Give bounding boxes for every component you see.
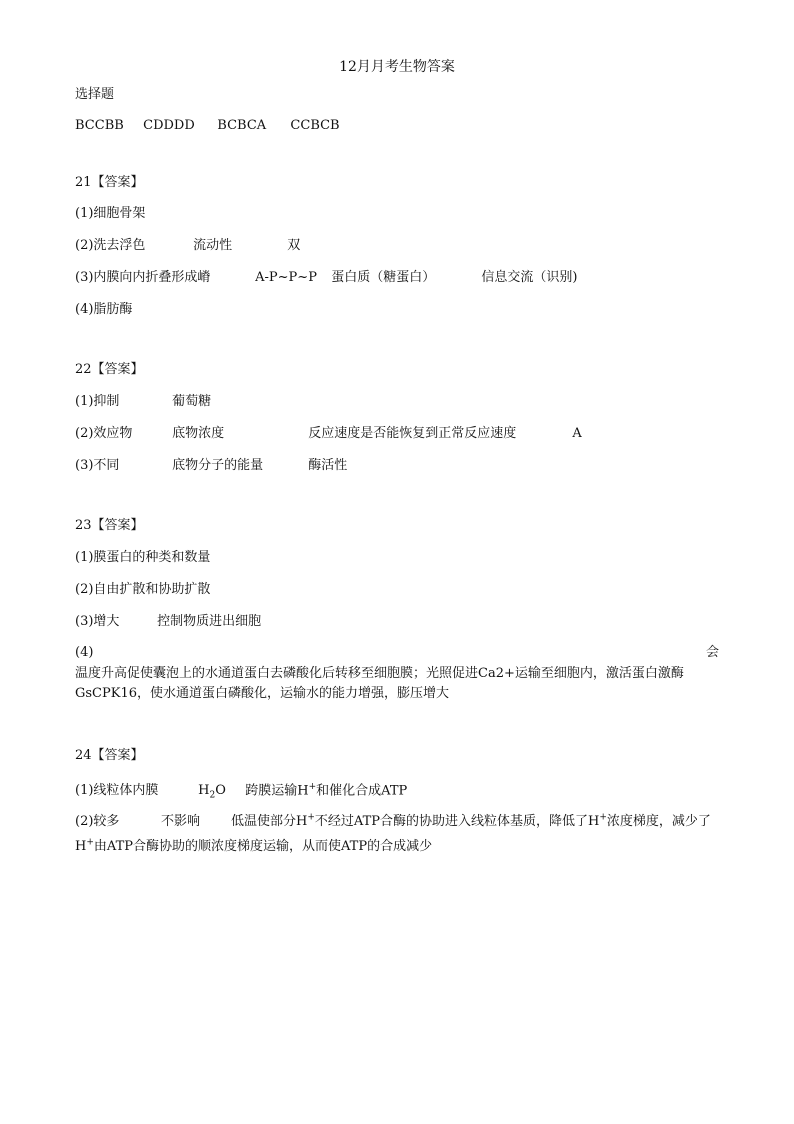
q23-p4-text: 温度升高促使囊泡上的水通道蛋白去磷酸化后转移至细胞膜；光照促进Ca2+运输至细胞内，激活蛋白激酶GsCPK16，使水通道蛋白磷酸化，运输水的能力增强，膨压增大 [75,666,684,701]
q21-p3 [75,269,578,287]
q22-p1-a: (1)抑制 [75,394,120,409]
q21-p4: (4)脂肪酶 [75,302,133,317]
q24-p2-b: 不影响 [161,814,201,830]
q22-p2 [75,425,582,443]
q21-p2 [75,237,300,255]
q22-p1 [75,393,211,411]
q24-p1-a: (1)线粒体内膜 [75,783,159,799]
q22-p2-b: 底物浓度 [172,426,225,441]
q21-p1: (1)细胞骨架 [75,206,146,221]
q21-p2-c: 双 [287,238,301,253]
q21-p2-b: 流动性 [193,238,233,253]
q22-p2-d: A [572,426,582,441]
mcq-answers [75,117,340,135]
q21-p3-c: 蛋白质（糖蛋白） [331,270,436,285]
page-title: 12月月考生物答案 [339,59,455,75]
mcq-group-1: BCCBB [75,118,124,133]
mcq-heading: 选择题 [75,87,115,102]
q22-p2-a: (2)效应物 [75,426,133,441]
q23-p2: (2)自由扩散和协助扩散 [75,582,211,597]
q22-p2-c: 反应速度是否能恢复到正常反应速度 [308,426,517,441]
q23-p3-a: (3)增大 [75,614,120,629]
q23-p4-first: 会 [705,645,719,660]
q21-p3-b: A-P~P~P [255,270,317,285]
q24-p2 [75,808,719,857]
q23-p3 [75,613,261,631]
q24-p2-a: (2)较多 [75,814,120,830]
q21-p2-a: (2)洗去浮色 [75,238,146,253]
q22-p1-b: 葡萄糖 [172,394,212,409]
q21-p3-a: (3)内膜向内折叠形成嵴 [75,270,211,285]
q24-heading: 24【答案】 [75,748,144,763]
q22-heading: 22【答案】 [75,362,144,377]
mcq-group-4: CCBCB [290,118,340,133]
mcq-group-2: CDDDD [143,118,195,133]
q24-p1 [75,778,407,805]
q21-heading: 21【答案】 [75,175,144,190]
q24-p1-h2o: $H_2O$ [198,783,226,801]
q23-p4-number: (4) [75,645,94,660]
q22-p3-b: 底物分子的能量 [172,458,264,473]
q22-p3-c: 酶活性 [308,458,348,473]
q22-p3-a: (3)不同 [75,458,120,473]
q23-p1: (1)膜蛋白的种类和数量 [75,550,211,565]
q21-p3-d: 信息交流（识别) [481,270,578,285]
q23-p3-b: 控制物质进出细胞 [157,614,262,629]
q24-p2-c: 低温使部分H+不经过ATP合酶的协助进入线粒体基质，降低了H+浓度梯度，减少了H+由ATP合酶协助的顺浓度梯度运输，从而使ATP的合成减少 [75,813,711,854]
q22-p3 [75,457,347,475]
q24-p1-c: 跨膜运输H+和催化合成ATP [245,782,408,799]
mcq-group-3: BCBCA [217,118,267,133]
q23-heading: 23【答案】 [75,518,144,533]
